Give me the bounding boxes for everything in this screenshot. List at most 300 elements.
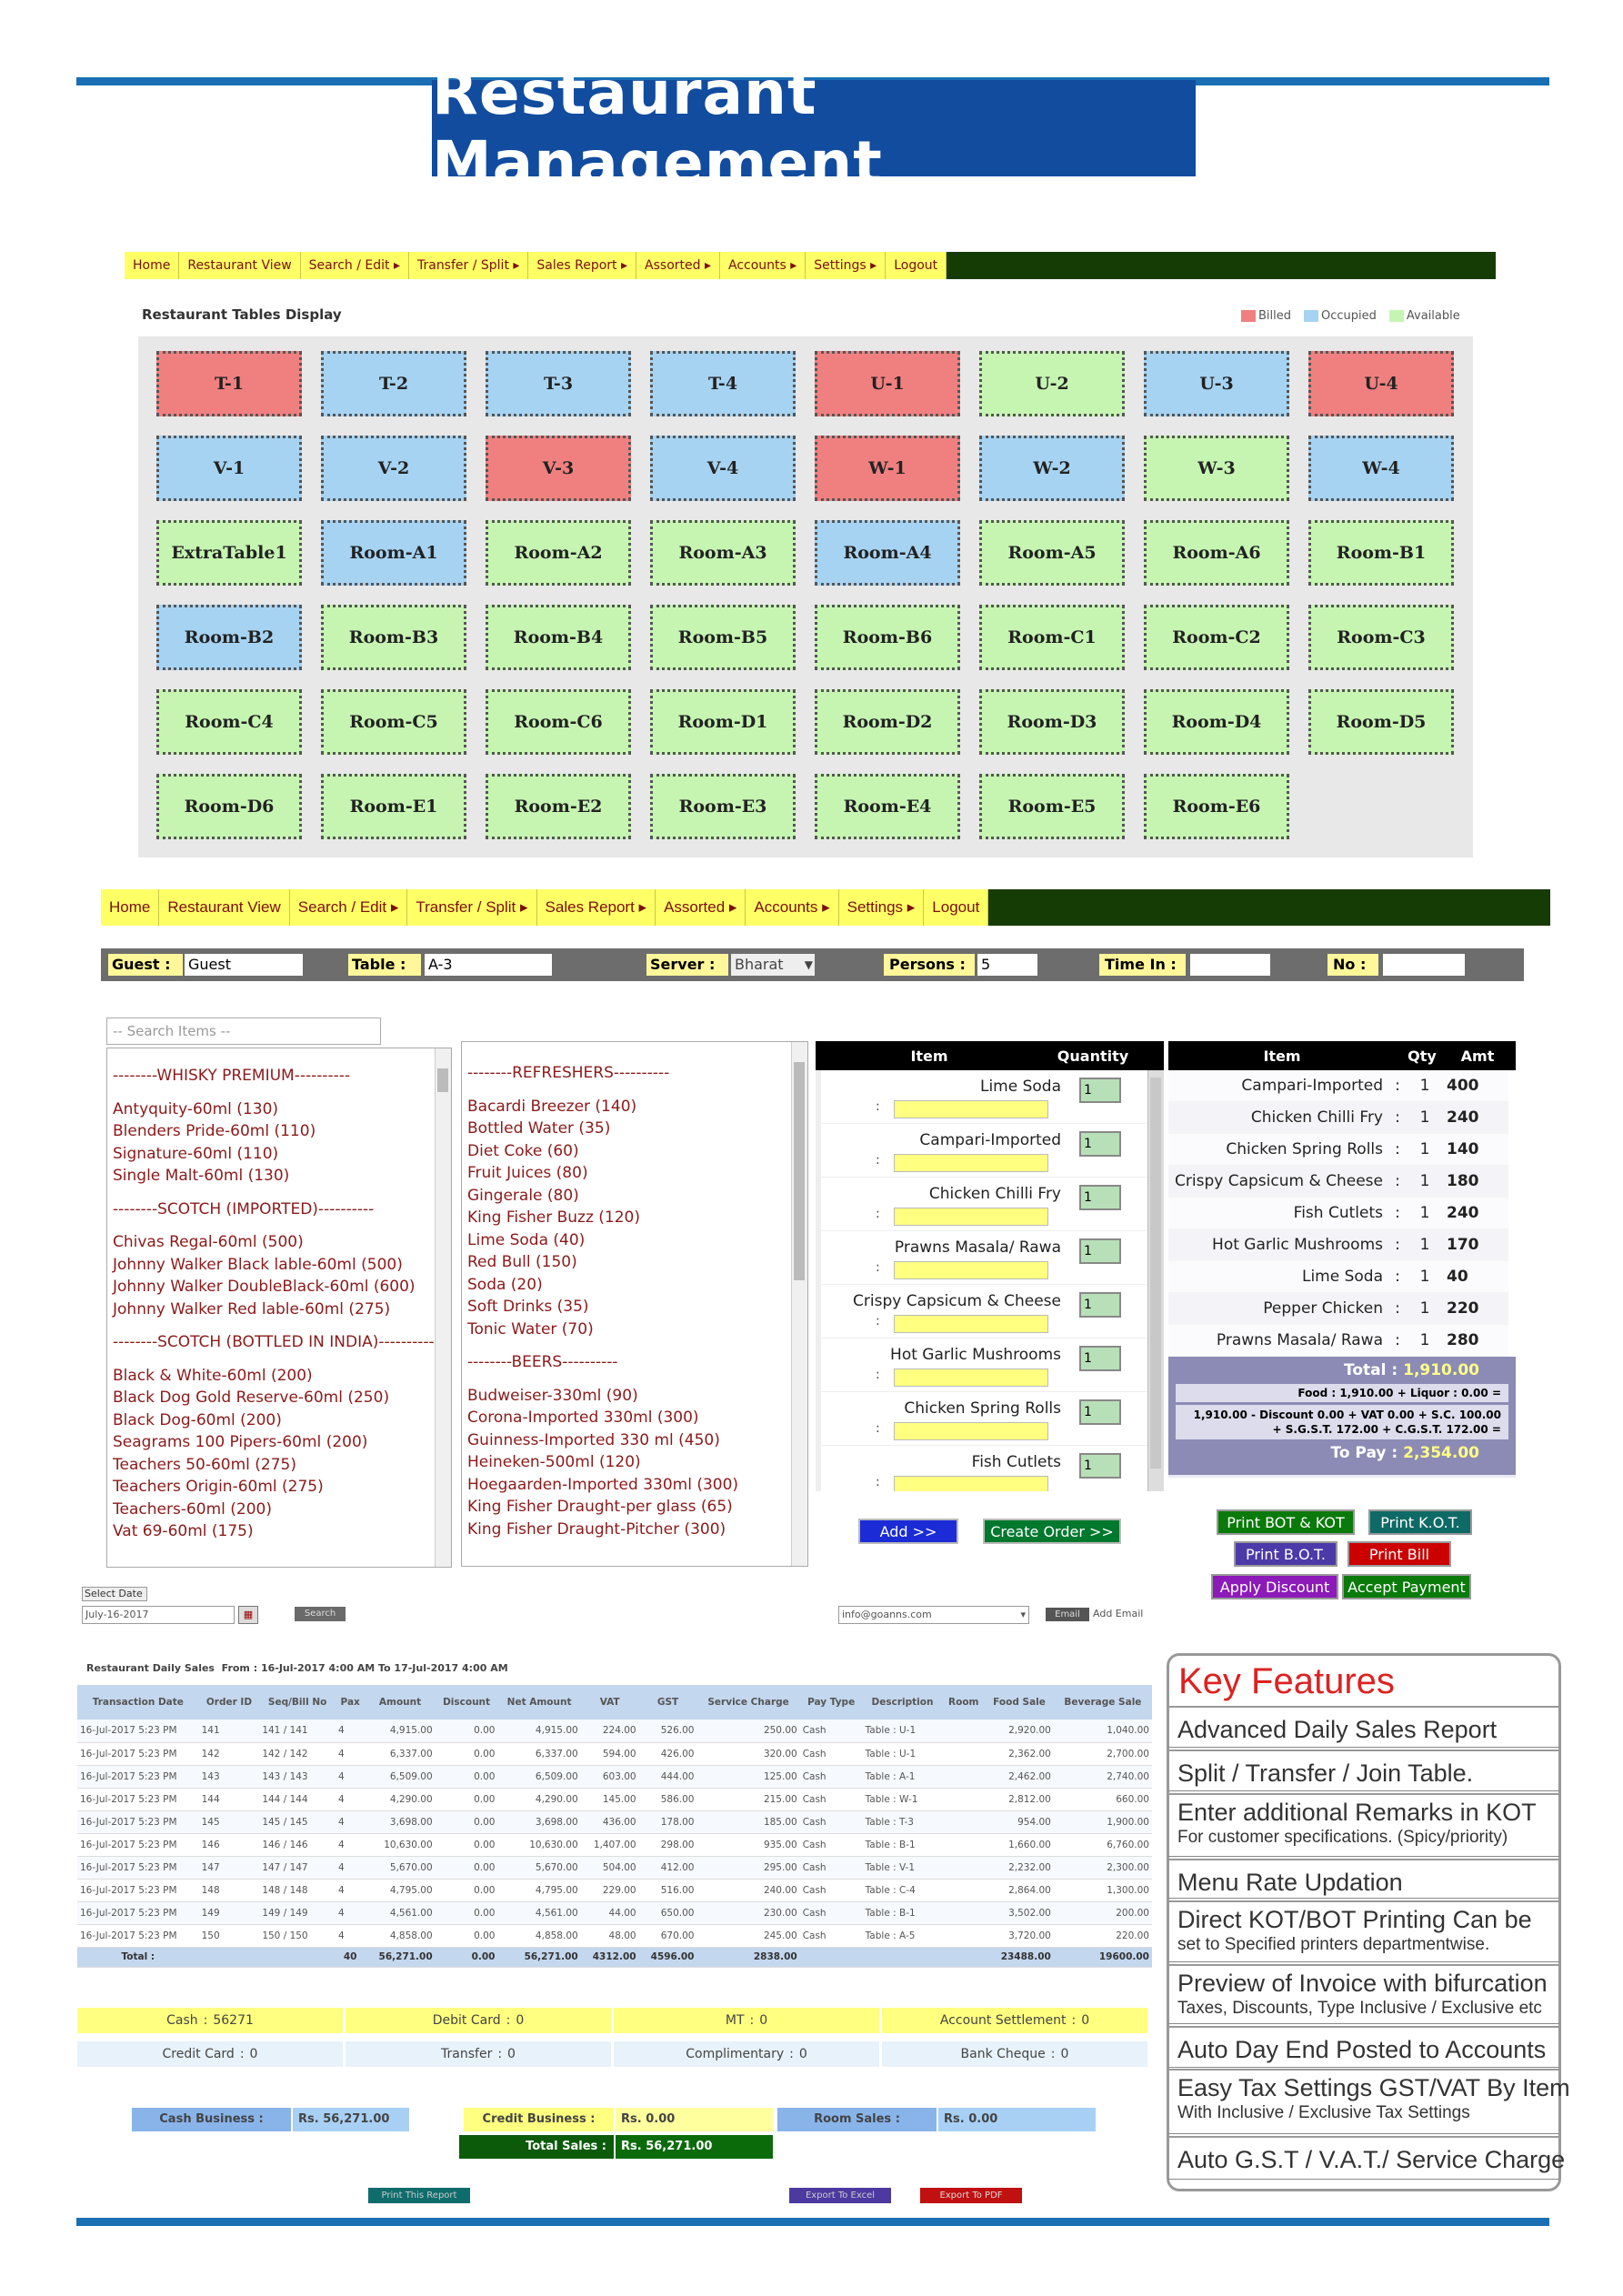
order-item-colon: : xyxy=(876,1475,880,1489)
order-item-remark-input[interactable] xyxy=(894,1315,1048,1333)
bill-item-name: Hot Garlic Mushrooms xyxy=(1212,1236,1383,1254)
nav-item-transfer-split[interactable]: Transfer / Split ▸ xyxy=(407,889,536,926)
occupied-swatch xyxy=(1304,310,1318,322)
menu-item[interactable]: Corona-Imported 330ml (300) xyxy=(467,1409,699,1427)
menu-item[interactable]: Johnny Walker Black lable-60ml (500) xyxy=(113,1255,403,1274)
sales-row xyxy=(77,1856,1152,1879)
menu-item[interactable]: King Fisher Draught-per glass (65) xyxy=(467,1498,733,1516)
calendar-icon[interactable]: ▦ xyxy=(238,1606,258,1624)
sales-total-cell xyxy=(942,1947,985,1967)
menu-item[interactable]: Black Dog Gold Reserve-60ml (250) xyxy=(113,1389,390,1407)
order-item-qty-input[interactable]: 1 xyxy=(1079,1399,1121,1425)
sales-cell: 650.00 xyxy=(639,1901,697,1924)
print-kot-button[interactable]: Print K.O.T. xyxy=(1368,1509,1472,1535)
nav-item-restaurant-view[interactable]: Restaurant View xyxy=(159,889,289,926)
sales-cell: 147 xyxy=(199,1856,260,1879)
server-select[interactable] xyxy=(731,954,815,976)
bill-topay-value: 2,354.00 xyxy=(1403,1444,1479,1462)
sales-cell: 200.00 xyxy=(1054,1901,1152,1924)
bill-topay-label: To Pay : xyxy=(1330,1444,1398,1462)
key-feature-main: Easy Tax Settings GST/VAT By Item xyxy=(1177,2074,1570,2101)
table-tile-room-a3[interactable]: Room-A3 xyxy=(650,520,796,586)
key-feature-sub: With Inclusive / Exclusive Tax Settings xyxy=(1177,2103,1470,2122)
payment-sep: : xyxy=(1071,2013,1077,2028)
table-tile-room-c3[interactable]: Room-C3 xyxy=(1308,605,1454,670)
sales-cell: 16-Jul-2017 5:23 PM xyxy=(77,1856,199,1879)
bill-colon: : xyxy=(1395,1268,1400,1286)
table-tile-room-e1[interactable]: Room-E1 xyxy=(321,774,466,839)
table-tile-t-4[interactable]: T-4 xyxy=(650,351,796,416)
nav-item-accounts[interactable]: Accounts ▸ xyxy=(720,252,806,279)
menu-item[interactable]: Single Malt-60ml (130) xyxy=(113,1167,290,1185)
add-button[interactable]: Add >> xyxy=(858,1519,958,1544)
menu-item[interactable]: King Fisher Buzz (120) xyxy=(467,1208,640,1227)
order-item-qty-input[interactable]: 1 xyxy=(1079,1346,1121,1371)
create-order-button[interactable]: Create Order >> xyxy=(983,1519,1121,1544)
total-sales xyxy=(459,2135,773,2159)
add-email-link[interactable]: Add Email xyxy=(1093,1608,1144,1619)
sales-col-header: Net Amount xyxy=(497,1685,580,1719)
menu-item[interactable]: Tonic Water (70) xyxy=(467,1319,594,1338)
order-item-row xyxy=(821,1178,1147,1231)
order-item-remark-input[interactable] xyxy=(894,1369,1048,1387)
scrollbar-right[interactable] xyxy=(791,1042,807,1566)
sales-row xyxy=(77,1719,1152,1742)
menu-item[interactable]: Fruit Juices (80) xyxy=(467,1164,588,1182)
nav-item-search-edit[interactable]: Search / Edit ▸ xyxy=(301,252,409,279)
sales-cell: Table : A-5 xyxy=(863,1924,943,1947)
order-item-remark-input[interactable] xyxy=(894,1100,1048,1118)
bill-calc: 1,910.00 - Discount 0.00 + VAT 0.00 + S.C. 100.00 + S.G.S.T. 172.00 + C.G.S.T. 172.00 = xyxy=(1176,1405,1508,1439)
menu-item xyxy=(113,1088,446,1098)
menu-item[interactable]: Johnny Walker DoubleBlack-60ml (600) xyxy=(113,1278,416,1296)
table-tile-v-4[interactable]: V-4 xyxy=(650,436,796,501)
sales-cell: 1,660.00 xyxy=(985,1833,1054,1856)
menu-item xyxy=(113,1320,446,1331)
payment-sep: : xyxy=(203,2013,208,2028)
sales-cell: 141 / 141 xyxy=(259,1719,336,1742)
menu-item[interactable]: Vat 69-60ml (175) xyxy=(113,1522,254,1540)
sales-cell: 224.00 xyxy=(581,1719,639,1742)
key-feature-item xyxy=(1168,2069,1570,2134)
sales-cell: 149 / 149 xyxy=(259,1901,336,1924)
bill-item-qty: 1 xyxy=(1419,1172,1430,1190)
key-feature-sub: Taxes, Discounts, Type Inclusive / Exclusive etc xyxy=(1177,1999,1542,2018)
table-tile-t-3[interactable]: T-3 xyxy=(486,351,631,416)
sales-cell: 4,561.00 xyxy=(365,1901,435,1924)
nav-item-settings[interactable]: Settings ▸ xyxy=(839,889,925,926)
menu-item[interactable]: Soda (20) xyxy=(467,1275,543,1294)
sales-cell: Cash xyxy=(800,1719,863,1742)
sales-col-header: Description xyxy=(863,1685,943,1719)
key-feature-item xyxy=(1168,1900,1559,1962)
table-tile-room-d1[interactable]: Room-D1 xyxy=(650,689,796,755)
sales-cell: Cash xyxy=(800,1879,863,1901)
menu-item[interactable]: Red Bull (150) xyxy=(467,1253,577,1271)
order-item-colon: : xyxy=(876,1153,880,1168)
bill-item-amt: 180 xyxy=(1447,1172,1479,1190)
table-tile-room-c4[interactable]: Room-C4 xyxy=(156,689,302,755)
table-tile-room-d6[interactable]: Room-D6 xyxy=(156,774,302,839)
sales-col-header: VAT xyxy=(581,1685,639,1719)
order-items-header xyxy=(816,1041,1164,1070)
apply-discount-button[interactable]: Apply Discount xyxy=(1211,1574,1338,1599)
table-tile-room-d4[interactable]: Room-D4 xyxy=(1144,689,1289,755)
sales-cell: 1,407.00 xyxy=(581,1833,639,1856)
sales-cell xyxy=(942,1742,985,1765)
sales-cell xyxy=(942,1788,985,1810)
export-excel-button[interactable]: Export To Excel xyxy=(789,2188,891,2203)
search-button[interactable]: Search xyxy=(295,1607,346,1621)
sales-cell xyxy=(942,1924,985,1947)
order-item-remark-input[interactable] xyxy=(894,1208,1048,1226)
table-tile-room-b2[interactable]: Room-B2 xyxy=(156,605,302,670)
payment-cell xyxy=(882,2041,1150,2067)
menu-item[interactable]: Lime Soda (40) xyxy=(467,1230,586,1249)
sales-cell: Cash xyxy=(800,1856,863,1879)
nav-item-home[interactable]: Home xyxy=(125,252,179,279)
sales-cell: 150 / 150 xyxy=(259,1924,336,1947)
table-tile-room-a4[interactable]: Room-A4 xyxy=(815,520,960,586)
sales-col-header: Seq/Bill No xyxy=(259,1685,336,1719)
print-bot-kot-button[interactable]: Print BOT & KOT xyxy=(1217,1509,1355,1535)
search-input[interactable]: -- Search Items -- xyxy=(106,1018,381,1045)
scrollbar-order[interactable] xyxy=(1147,1070,1164,1491)
sales-total-cell xyxy=(800,1947,863,1967)
credit-business-label: Credit Business : xyxy=(464,2108,614,2131)
sales-col-header: Order ID xyxy=(199,1685,260,1719)
sales-total-cell: 23488.00 xyxy=(985,1947,1054,1967)
timein-label: Time In : xyxy=(1099,954,1186,976)
sales-cell: 3,502.00 xyxy=(985,1901,1054,1924)
sales-cell: 0.00 xyxy=(436,1788,498,1810)
nav-item-logout[interactable]: Logout xyxy=(886,252,947,279)
sales-cell: 48.00 xyxy=(581,1924,639,1947)
order-item-qty-input[interactable]: 1 xyxy=(1079,1292,1121,1318)
payment-cell xyxy=(614,2008,882,2033)
sales-cell: 5,670.00 xyxy=(497,1856,580,1879)
sales-cell: Table : B-1 xyxy=(863,1833,943,1856)
bill-total-label: Total : xyxy=(1344,1361,1398,1379)
sales-cell: 0.00 xyxy=(436,1833,498,1856)
menu-item[interactable]: Blenders Pride-60ml (110) xyxy=(113,1122,316,1140)
sales-cell: Table : U-1 xyxy=(863,1719,943,1742)
order-item-name: Chicken Spring Rolls xyxy=(904,1399,1061,1418)
guest-input[interactable]: Guest xyxy=(185,954,303,976)
table-tile-room-b4[interactable]: Room-B4 xyxy=(486,605,631,670)
nav-item-transfer-split[interactable]: Transfer / Split ▸ xyxy=(409,252,528,279)
menu-list-right[interactable] xyxy=(461,1041,808,1567)
key-feature-main: Enter additional Remarks in KOT xyxy=(1177,1799,1537,1826)
nav-item-accounts[interactable]: Accounts ▸ xyxy=(746,889,838,926)
menu-item[interactable]: Budweiser-330ml (90) xyxy=(467,1386,638,1405)
timein-input[interactable] xyxy=(1190,954,1270,976)
accept-payment-button[interactable]: Accept Payment xyxy=(1342,1574,1471,1599)
bill-colon: : xyxy=(1395,1236,1400,1254)
bill-row xyxy=(1168,1325,1516,1357)
menu-item[interactable]: Seagrams 100 Pipers-60ml (200) xyxy=(113,1433,368,1451)
sales-cell: 16-Jul-2017 5:23 PM xyxy=(77,1879,199,1901)
menu-item[interactable]: Johnny Walker Red lable-60ml (275) xyxy=(113,1299,391,1318)
table-tile-room-e5[interactable]: Room-E5 xyxy=(979,774,1125,839)
no-input[interactable] xyxy=(1383,954,1465,976)
order-items-col-item: Item xyxy=(910,1047,948,1065)
table-tile-room-b5[interactable]: Room-B5 xyxy=(650,605,796,670)
order-item-remark-input[interactable] xyxy=(894,1154,1048,1172)
sales-cell: 125.00 xyxy=(696,1765,799,1788)
table-tile-room-a2[interactable]: Room-A2 xyxy=(486,520,631,586)
nav-item-search-edit[interactable]: Search / Edit ▸ xyxy=(290,889,408,926)
sales-cell: Cash xyxy=(800,1833,863,1856)
menu-item[interactable]: Bacardi Breezer (140) xyxy=(467,1097,637,1116)
sales-cell: 4,915.00 xyxy=(497,1719,580,1742)
payment-label: Cash xyxy=(166,2013,198,2028)
print-report-button[interactable]: Print This Report xyxy=(368,2188,470,2203)
order-item-name: Crispy Capsicum & Cheese xyxy=(853,1292,1061,1310)
sales-cell: 436.00 xyxy=(581,1810,639,1833)
table-tile-w-1[interactable]: W-1 xyxy=(815,436,960,501)
table-tile-w-4[interactable]: W-4 xyxy=(1308,436,1454,501)
bill-item-qty: 1 xyxy=(1419,1299,1430,1318)
email-value: info@goanns.com xyxy=(842,1609,932,1620)
menu-item[interactable]: Soft Drinks (35) xyxy=(467,1298,589,1316)
order-item-row xyxy=(821,1338,1147,1392)
sales-cell: 660.00 xyxy=(1054,1788,1152,1810)
bill-header xyxy=(1168,1041,1516,1070)
table-tile-room-d3[interactable]: Room-D3 xyxy=(979,689,1125,755)
room-sales-value: Rs. 0.00 xyxy=(937,2108,1096,2131)
print-bill-button[interactable]: Print Bill xyxy=(1347,1541,1451,1567)
main-nav-top xyxy=(125,252,1496,279)
menu-item xyxy=(113,1188,446,1198)
menu-item[interactable]: Antyquity-60ml (130) xyxy=(113,1099,279,1118)
menu-item[interactable]: Teachers-60ml (200) xyxy=(113,1499,272,1519)
nav-item-restaurant-view[interactable]: Restaurant View xyxy=(179,252,300,279)
bill-colon: : xyxy=(1395,1299,1400,1318)
order-item-row xyxy=(821,1070,1147,1124)
sales-cell: 426.00 xyxy=(639,1742,697,1765)
menu-item xyxy=(467,1085,802,1096)
bill-item-name: Lime Soda xyxy=(1301,1268,1383,1286)
table-input[interactable]: A-3 xyxy=(425,954,552,976)
key-feature-main: Auto G.S.T / V.A.T./ Service Charge xyxy=(1177,2146,1566,2173)
sales-cell: 0.00 xyxy=(436,1742,498,1765)
table-tile-room-b6[interactable]: Room-B6 xyxy=(815,605,960,670)
menu-item[interactable]: Heineken-500ml (120) xyxy=(467,1453,641,1471)
sales-total-cell: 56,271.00 xyxy=(497,1947,580,1967)
sales-cell xyxy=(942,1833,985,1856)
export-pdf-button[interactable]: Export To PDF xyxy=(920,2188,1022,2203)
sales-cell: Table : U-1 xyxy=(863,1742,943,1765)
table-tile-room-c5[interactable]: Room-C5 xyxy=(321,689,466,755)
key-feature-item xyxy=(1168,1793,1559,1857)
payment-label: Debit Card xyxy=(432,2013,501,2028)
sales-cell: 1,300.00 xyxy=(1054,1879,1152,1901)
nav-item-settings[interactable]: Settings ▸ xyxy=(806,252,886,279)
sales-cell: 229.00 xyxy=(581,1879,639,1901)
order-item-qty-input[interactable]: 1 xyxy=(1079,1453,1121,1479)
bill-item-amt: 240 xyxy=(1447,1108,1479,1127)
bill-col-amt: Amt xyxy=(1460,1047,1495,1065)
nav-item-assorted[interactable]: Assorted ▸ xyxy=(656,889,746,926)
sales-cell: 516.00 xyxy=(639,1879,697,1901)
order-item-qty-input[interactable]: 1 xyxy=(1079,1078,1121,1103)
menu-item[interactable]: Diet Coke (60) xyxy=(467,1141,579,1160)
menu-item[interactable]: Teachers 50-60ml (275) xyxy=(113,1455,296,1474)
email-button[interactable]: Email xyxy=(1046,1608,1089,1621)
nav-item-sales-report[interactable]: Sales Report ▸ xyxy=(528,252,636,279)
menu-item[interactable]: Signature-60ml (110) xyxy=(113,1144,279,1163)
payment-cell xyxy=(77,2008,346,2033)
table-tile-v-1[interactable]: V-1 xyxy=(156,436,302,501)
bill-colon: : xyxy=(1395,1172,1400,1190)
table-tile-room-c1[interactable]: Room-C1 xyxy=(979,605,1125,670)
order-item-remark-input[interactable] xyxy=(894,1476,1048,1491)
select-date-button[interactable]: Select Date xyxy=(82,1587,147,1601)
sales-cell: 0.00 xyxy=(436,1924,498,1947)
menu-item[interactable]: Guinness-Imported 330 ml (450) xyxy=(467,1430,720,1449)
table-tile-u-1[interactable]: U-1 xyxy=(815,351,960,416)
sales-cell: 230.00 xyxy=(696,1901,799,1924)
credit-business-value: Rs. 0.00 xyxy=(614,2108,773,2131)
menu-item[interactable]: Bottled Water (35) xyxy=(467,1119,611,1138)
table-tile-w-2[interactable]: W-2 xyxy=(979,436,1125,501)
sales-cell: 5,670.00 xyxy=(365,1856,435,1879)
table-tile-room-a5[interactable]: Room-A5 xyxy=(979,520,1125,586)
key-feature-sub: For customer specifications. (Spicy/priority) xyxy=(1177,1828,1508,1847)
table-tile-room-c6[interactable]: Room-C6 xyxy=(486,689,631,755)
bill-row xyxy=(1168,1102,1516,1134)
sales-cell: 4 xyxy=(336,1901,365,1924)
table-tile-room-b3[interactable]: Room-B3 xyxy=(321,605,466,670)
print-bot-button[interactable]: Print B.O.T. xyxy=(1234,1541,1337,1567)
menu-category-header: --------SCOTCH (IMPORTED)---------- xyxy=(113,1199,375,1218)
order-item-qty-input[interactable]: 1 xyxy=(1079,1131,1121,1157)
order-item-colon: : xyxy=(876,1314,880,1328)
table-tile-u-4[interactable]: U-4 xyxy=(1308,351,1454,416)
menu-item xyxy=(113,1354,446,1365)
nav-item-home[interactable]: Home xyxy=(101,889,159,926)
sales-cell: 245.00 xyxy=(696,1924,799,1947)
sales-row xyxy=(77,1879,1152,1901)
sales-cell: Table : C-4 xyxy=(863,1879,943,1901)
table-tile-room-a1[interactable]: Room-A1 xyxy=(321,520,466,586)
table-tile-t-2[interactable]: T-2 xyxy=(321,351,466,416)
table-tile-room-e2[interactable]: Room-E2 xyxy=(486,774,631,839)
table-tile-t-1[interactable]: T-1 xyxy=(156,351,302,416)
key-feature-item xyxy=(1168,1750,1559,1791)
sales-cell: Cash xyxy=(800,1765,863,1788)
payment-cell xyxy=(614,2041,882,2067)
date-input[interactable]: July-16-2017 xyxy=(82,1606,235,1624)
sales-cell: 444.00 xyxy=(639,1765,697,1788)
sales-cell: 142 / 142 xyxy=(259,1742,336,1765)
nav-item-logout[interactable]: Logout xyxy=(924,889,988,926)
sales-cell: 298.00 xyxy=(639,1833,697,1856)
persons-input[interactable]: 5 xyxy=(977,954,1037,976)
sales-cell: 2,232.00 xyxy=(985,1856,1054,1879)
bill-item-qty: 1 xyxy=(1419,1331,1430,1349)
order-item-remark-input[interactable] xyxy=(894,1422,1048,1440)
sales-cell: 2,812.00 xyxy=(985,1788,1054,1810)
bill-item-name: Chicken Spring Rolls xyxy=(1226,1140,1383,1158)
table-tile-room-a6[interactable]: Room-A6 xyxy=(1144,520,1289,586)
sales-row xyxy=(77,1765,1152,1788)
payment-value: 0 xyxy=(516,2013,525,2028)
table-tile-room-b1[interactable]: Room-B1 xyxy=(1308,520,1454,586)
sales-cell: 4,795.00 xyxy=(497,1879,580,1901)
key-feature-item xyxy=(1168,2026,1559,2068)
bill-item-qty: 1 xyxy=(1419,1236,1430,1254)
bill-item-name: Crispy Capsicum & Cheese xyxy=(1175,1172,1383,1190)
bill-col-item: Item xyxy=(1263,1047,1301,1065)
table-tile-v-2[interactable]: V-2 xyxy=(321,436,466,501)
sales-total-cell: 4596.00 xyxy=(639,1947,697,1967)
menu-item[interactable]: King Fisher Draught-Pitcher (300) xyxy=(467,1519,726,1539)
table-tile-room-d2[interactable]: Room-D2 xyxy=(815,689,960,755)
menu-item[interactable]: Black & White-60ml (200) xyxy=(113,1366,313,1385)
sales-total-cell xyxy=(863,1947,943,1967)
order-item-colon: : xyxy=(876,1260,880,1275)
nav-item-sales-report[interactable]: Sales Report ▸ xyxy=(537,889,656,926)
sales-cell: 320.00 xyxy=(696,1742,799,1765)
order-item-qty-input[interactable]: 1 xyxy=(1079,1238,1121,1264)
menu-item[interactable]: Hoegaarden-Imported 330ml (300) xyxy=(467,1475,739,1494)
table-tile-u-3[interactable]: U-3 xyxy=(1144,351,1289,416)
sales-cell: 16-Jul-2017 5:23 PM xyxy=(77,1924,199,1947)
bill-colon: : xyxy=(1395,1204,1400,1222)
menu-item[interactable]: Black Dog-60ml (200) xyxy=(113,1410,282,1429)
sales-cell: 4 xyxy=(336,1742,365,1765)
menu-item[interactable]: Teachers Origin-60ml (275) xyxy=(113,1478,324,1496)
email-select[interactable] xyxy=(838,1606,1029,1624)
sales-cell: 215.00 xyxy=(696,1788,799,1810)
scrollbar-bill[interactable] xyxy=(1508,1070,1516,1357)
table-tile-extratable1[interactable]: ExtraTable1 xyxy=(156,520,302,586)
menu-item[interactable]: Gingerale (80) xyxy=(467,1186,579,1205)
sales-cell: 4 xyxy=(336,1924,365,1947)
payment-value: 0 xyxy=(1081,2013,1090,2028)
sales-cell: 0.00 xyxy=(436,1810,498,1833)
sales-cell: 4 xyxy=(336,1856,365,1879)
menu-item[interactable]: Chivas Regal-60ml (500) xyxy=(113,1233,304,1251)
sales-cell: 2,920.00 xyxy=(985,1719,1054,1742)
sales-row xyxy=(77,1901,1152,1924)
table-tile-v-3[interactable]: V-3 xyxy=(486,436,631,501)
table-tile-room-c2[interactable]: Room-C2 xyxy=(1144,605,1289,670)
sales-cell: 935.00 xyxy=(696,1833,799,1856)
payment-value: 0 xyxy=(1060,2047,1069,2061)
sales-total-cell: 40 xyxy=(336,1947,365,1967)
sales-total-cell: 2838.00 xyxy=(696,1947,799,1967)
table-tile-room-e4[interactable]: Room-E4 xyxy=(815,774,960,839)
order-item-qty-input[interactable]: 1 xyxy=(1079,1185,1121,1210)
table-tile-room-d5[interactable]: Room-D5 xyxy=(1308,689,1454,755)
order-item-remark-input[interactable] xyxy=(894,1261,1048,1279)
table-tile-room-e6[interactable]: Room-E6 xyxy=(1144,774,1289,839)
table-tile-w-3[interactable]: W-3 xyxy=(1144,436,1289,501)
bill-row xyxy=(1168,1229,1516,1261)
guest-label: Guest : xyxy=(108,954,183,976)
sales-cell: 4,290.00 xyxy=(365,1788,435,1810)
scrollbar-left[interactable] xyxy=(435,1048,451,1567)
key-feature-item xyxy=(1168,2136,1566,2180)
table-tile-room-e3[interactable]: Room-E3 xyxy=(650,774,796,839)
menu-list-left[interactable] xyxy=(106,1048,452,1568)
nav-item-assorted[interactable]: Assorted ▸ xyxy=(636,252,720,279)
sales-cell: 954.00 xyxy=(985,1810,1054,1833)
table-tile-u-2[interactable]: U-2 xyxy=(979,351,1125,416)
